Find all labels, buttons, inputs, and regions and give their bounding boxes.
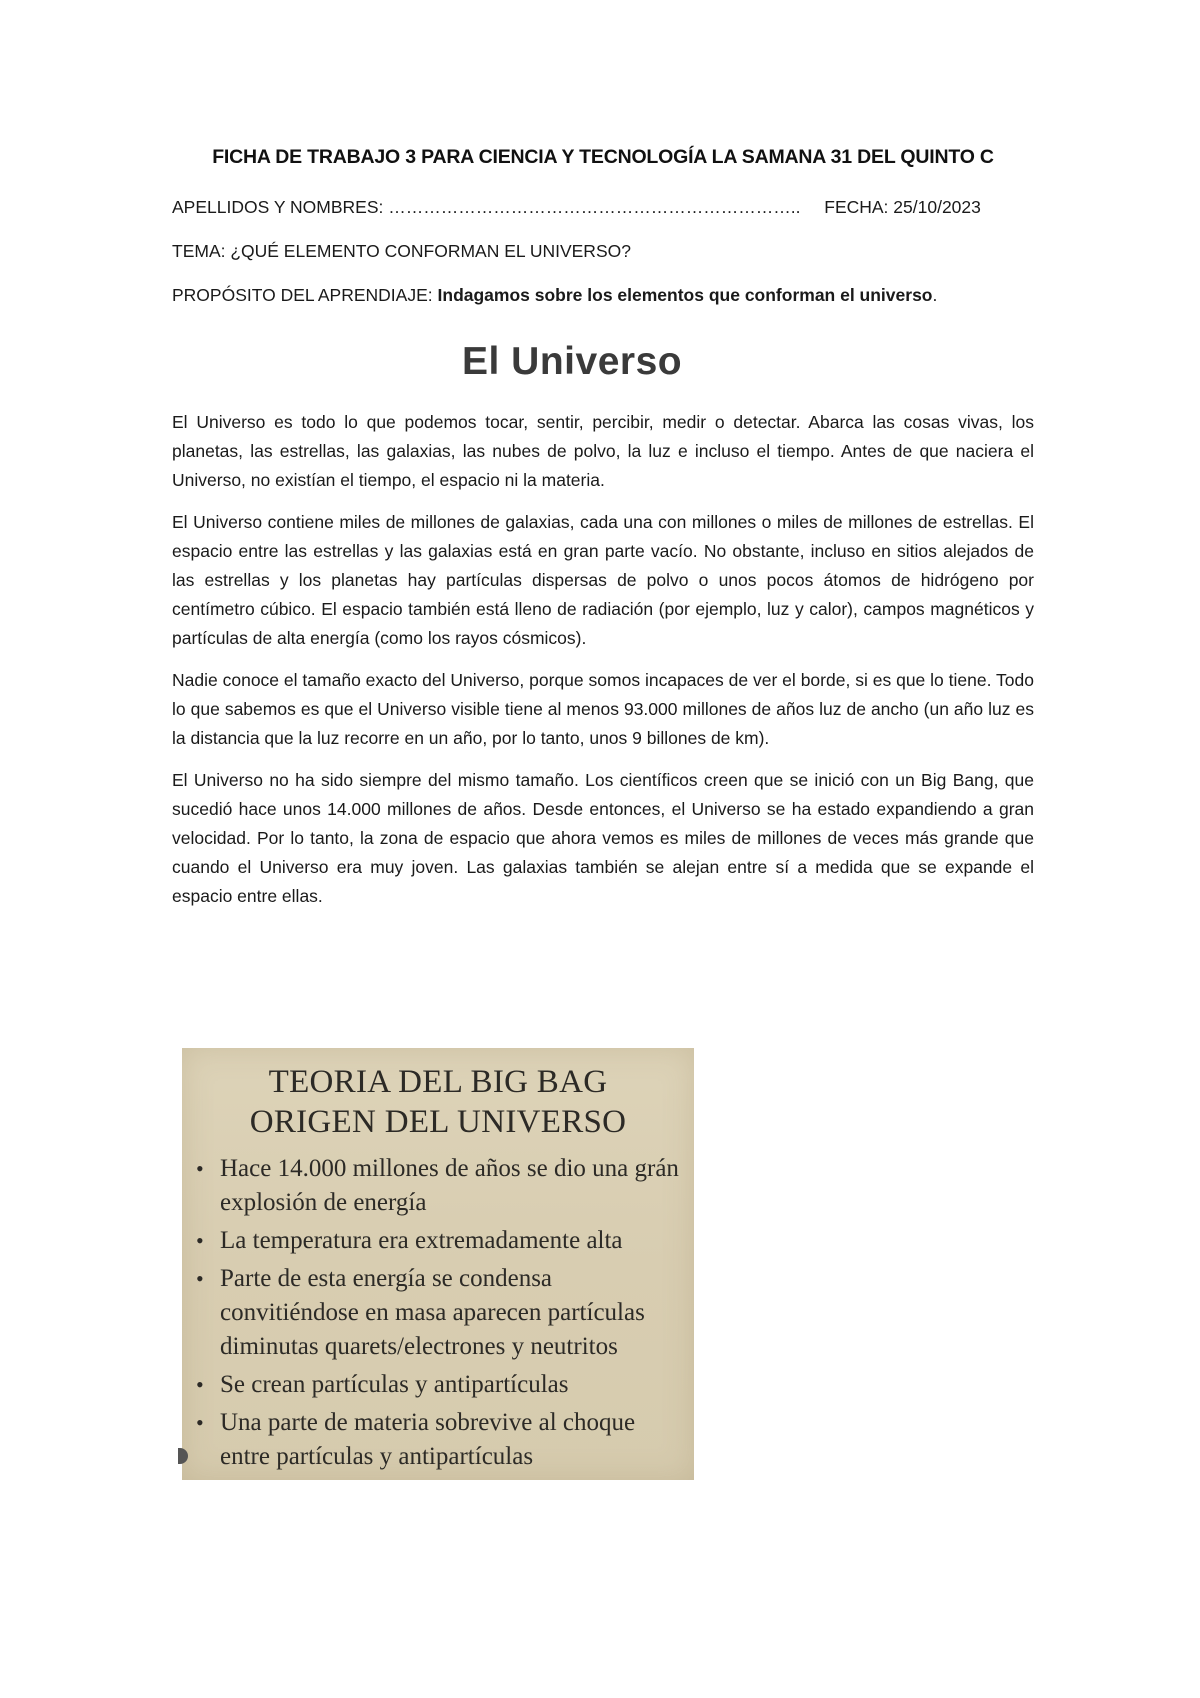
slide-bullet-item	[196, 1224, 688, 1258]
date-label: FECHA: 25/10/2023	[824, 197, 981, 217]
bullet-icon: •	[196, 1266, 204, 1291]
paragraph: El Universo es todo lo que podemos tocar, sentir, percibir, medir o detectar. Abarca las cosas vivas, los planetas, las estrellas, las galaxias, las nubes de polvo, la luz e incluso el tiempo. Antes de que naciera el Universo, no existían el tiempo, el espacio ni la materia.	[172, 412, 1034, 490]
proposito-line	[172, 285, 937, 306]
slide-bullet-text: La temperatura era extremadamente alta	[220, 1227, 623, 1254]
body-text	[172, 408, 1034, 924]
bullet-icon: •	[196, 1228, 204, 1253]
slide-bullet-text: Parte de esta energía se condensa convitiéndose en masa aparecen partículas diminutas quarets/electrones y neutritos	[220, 1265, 645, 1360]
section-title: El Universo	[462, 340, 683, 383]
names-blank: ……………………………………………………………..	[388, 197, 801, 217]
big-bang-slide-image	[182, 1048, 694, 1480]
slide-title	[182, 1062, 694, 1142]
slide-bullet-item	[196, 1406, 688, 1474]
names-line	[172, 197, 981, 218]
slide-bullet-text: Se crean partículas y antipartículas	[220, 1371, 569, 1398]
slide-bullet-item	[196, 1368, 688, 1402]
slide-title-line: ORIGEN DEL UNIVERSO	[249, 1104, 627, 1140]
slide-bullet-text: Una parte de materia sobrevive al choque entre partículas y antipartículas	[220, 1409, 636, 1470]
proposito-text: Indagamos sobre los elementos que conforman el universo	[437, 285, 933, 305]
tema-line: TEMA: ¿QUÉ ELEMENTO CONFORMAN EL UNIVERSO?	[172, 241, 631, 261]
slide-title-line: TEORIA DEL BIG BAG	[268, 1064, 608, 1100]
worksheet-title: FICHA DE TRABAJO 3 PARA CIENCIA Y TECNOLOGÍA LA SAMANA 31 DEL QUINTO C	[212, 146, 994, 168]
bullet-icon: •	[196, 1156, 204, 1181]
paragraph: El Universo no ha sido siempre del mismo tamaño. Los científicos creen que se inició con un Big Bang, que sucedió hace unos 14.000 millones de años. Desde entonces, el Universo se ha estado expandiendo a gran velocidad. Por lo tanto, la zona de espacio que ahora vemos es miles de millones de veces más grande que cuando el Universo era muy joven. Las galaxias también se alejan entre sí a medida que se expande el espacio entre ellas.	[172, 770, 1034, 906]
slide-bullet-list	[182, 1152, 694, 1474]
proposito-period: .	[932, 285, 938, 305]
names-label: APELLIDOS Y NOMBRES:	[172, 197, 384, 217]
slide-bullet-text: Hace 14.000 millones de años se dio una grán explosión de energía	[220, 1155, 679, 1216]
paragraph: Nadie conoce el tamaño exacto del Universo, porque somos incapaces de ver el borde, si es que lo tiene. Todo lo que sabemos es que el Universo visible tiene al menos 93.000 millones de años luz de ancho (un año luz es la distancia que la luz recorre en un año, por lo tanto, unos 9 billones de km).	[172, 670, 1034, 748]
bullet-icon: •	[196, 1372, 204, 1397]
bullet-icon: •	[196, 1410, 204, 1435]
slide-bullet-item	[196, 1262, 688, 1364]
paragraph: El Universo contiene miles de millones de galaxias, cada una con millones o miles de millones de estrellas. El espacio entre las estrellas y las galaxias está en gran parte vacío. No obstante, incluso en sitios alejados de las estrellas y los planetas hay partículas dispersas de polvo o unos pocos átomos de hidrógeno por centímetro cúbico. El espacio también está lleno de radiación (por ejemplo, luz y calor), campos magnéticos y partículas de alta energía (como los rayos cósmicos).	[172, 512, 1034, 648]
proposito-label: PROPÓSITO DEL APRENDIAJE:	[172, 285, 433, 305]
slide-bullet-item	[196, 1152, 688, 1220]
